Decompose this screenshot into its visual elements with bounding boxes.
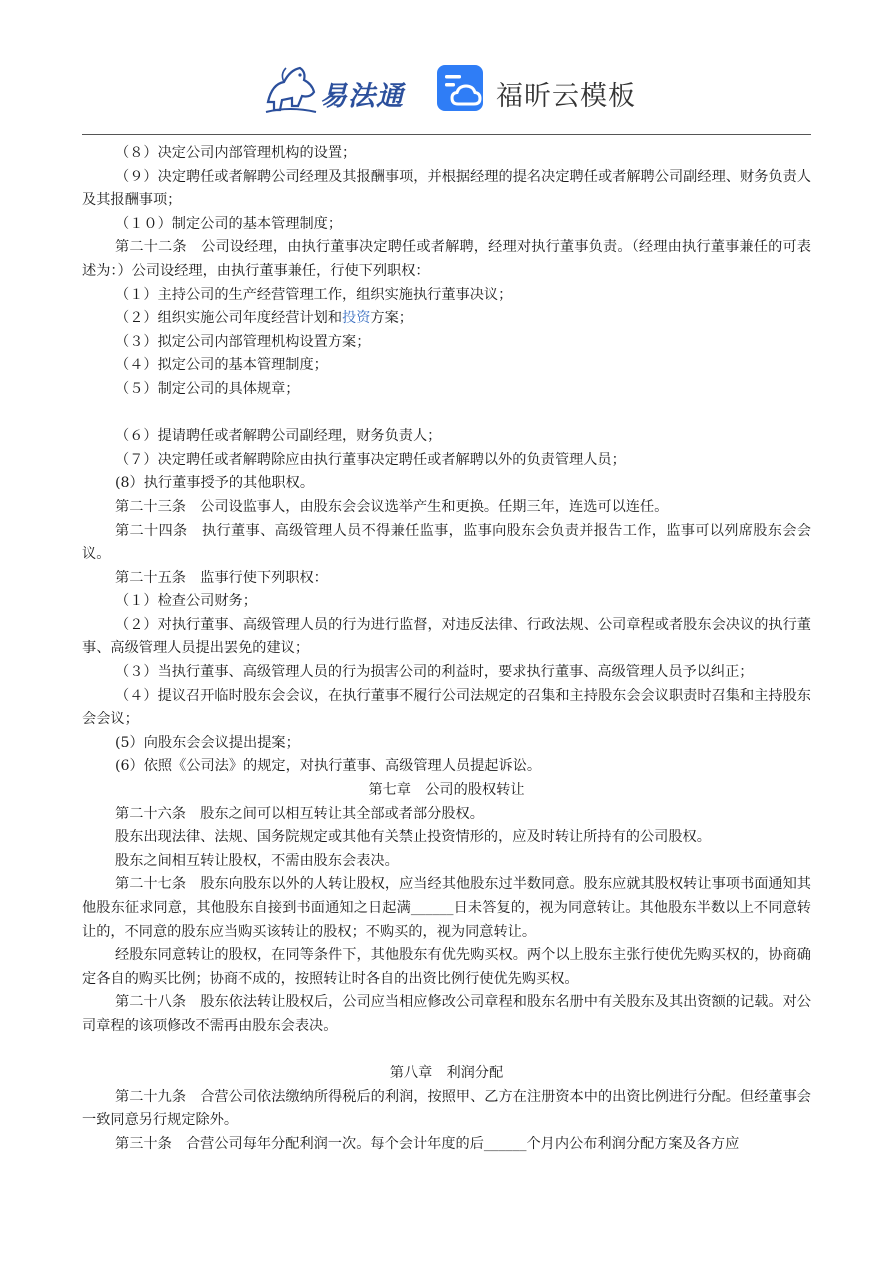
- chapter-heading: 第八章 利润分配: [389, 1065, 504, 1082]
- horse-emblem-icon: [262, 62, 320, 118]
- paragraph: (5）向股东会会议提出提案；: [115, 734, 300, 751]
- paragraph: （２）对执行董事、高级管理人员的行为进行监督，对违反法律、行政法规、公司章程或者股东会决议的执行董事、高级管理人员提出罢免的建议；: [82, 616, 811, 657]
- paragraph: 第二十九条 合营公司依法缴纳所得税后的利润，按照甲、乙方在注册资本中的出资比例进行分配。但经董事会一致同意另行规定除外。: [82, 1088, 811, 1129]
- paragraph: （１０）制定公司的基本管理制度；: [115, 215, 343, 232]
- paragraph: [82, 307, 811, 331]
- paragraph: （１）检查公司财务；: [115, 593, 257, 610]
- paragraph: 第二十五条 监事行使下列职权：: [115, 569, 328, 586]
- paragraph: （３）拟定公司内部管理机构设置方案；: [115, 333, 371, 350]
- paragraph-text: （２）组织实施公司年度经营计划和: [115, 310, 343, 327]
- paragraph: 第二十三条 公司设监事人，由股东会会议选举产生和更换。任期三年，连选可以连任。: [115, 498, 669, 515]
- paragraph: (6）依照《公司法》的规定，对执行董事、高级管理人员提起诉讼。: [115, 758, 542, 775]
- chapter-heading: 第七章 公司的股权转让: [368, 782, 525, 799]
- blank-line: [82, 1039, 811, 1063]
- paragraph: （３）当执行董事、高级管理人员的行为损害公司的利益时，要求执行董事、高级管理人员予以纠正；: [115, 664, 754, 681]
- paragraph: 第二十二条 公司设经理，由执行董事决定聘任或者解聘，经理对执行董事负责。（经理由执行董事兼任的可表述为：）公司设经理，由执行董事兼任，行使下列职权：: [82, 239, 811, 279]
- document-header: [0, 58, 893, 122]
- paragraph: 第三十条 合营公司每年分配利润一次。每个会计年度的后______个月内公布利润分配方案及各方应: [115, 1135, 740, 1152]
- paragraph: 第二十八条 股东依法转让股权后，公司应当相应修改公司章程和股东名册中有关股东及其出资额的记载。对公司章程的该项修改不需再由股东会表决。: [82, 994, 811, 1034]
- paragraph-text: 方案；: [370, 310, 413, 327]
- paragraph: 经股东同意转让的股权，在同等条件下，其他股东有优先购买权。两个以上股东主张行使优先购买权的，协商确定各自的购买比例；协商不成的，按照转让时各自的出资比例行使优先购买权。: [82, 947, 811, 987]
- paragraph: （１）主持公司的生产经营管理工作，组织实施执行董事决议；: [115, 286, 513, 303]
- paragraph: （４）拟定公司的基本管理制度；: [115, 357, 328, 374]
- paragraph: 股东出现法律、法规、国务院规定或其他有关禁止投资情形的，应及时转让所持有的公司股权。: [115, 829, 711, 846]
- paragraph: （４）提议召开临时股东会会议，在执行董事不履行公司法规定的召集和主持股东会会议职责时召集和主持股东会会议；: [82, 687, 811, 728]
- paragraph: （６）提请聘任或者解聘公司副经理，财务负责人；: [115, 428, 442, 445]
- investment-link[interactable]: 投资: [342, 310, 371, 327]
- paragraph: 第二十六条 股东之间可以相互转让其全部或者部分股权。: [115, 805, 484, 822]
- document-body: [82, 142, 811, 1157]
- paragraph: （９）决定聘任或者解聘公司经理及其报酬事项，并根据经理的提名决定聘任或者解聘公司副经理、财务负责人及其报酬事项；: [82, 168, 811, 209]
- document-cloud-icon: [436, 64, 486, 114]
- header-divider: [82, 134, 811, 135]
- paragraph: 第二十四条 执行董事、高级管理人员不得兼任监事，监事向股东会负责并报告工作，监事可以列席股东会会议。: [82, 522, 811, 563]
- paragraph: （５）制定公司的具体规章；: [115, 380, 300, 397]
- paragraph: 第二十七条 股东向股东以外的人转让股权，应当经其他股东过半数同意。股东应就其股权转让事项书面通知其他股东征求同意，其他股东自接到书面通知之日起满______日未答复的，视为同意转让。其他股东半数以上不同意转让的，不同意的股东应当购买该转让的股权；不购买的，视为同意转让。: [82, 876, 811, 940]
- brand-name-foxit: 福昕云模板: [496, 81, 636, 112]
- foxit-template-logo: [436, 62, 636, 118]
- paragraph: (8）执行董事授予的其他职权。: [115, 475, 315, 492]
- paragraph: （８）决定公司内部管理机构的设置；: [115, 145, 357, 161]
- brand-name-yifatong: 易法通: [320, 81, 404, 112]
- yifatong-logo: [262, 62, 412, 118]
- blank-line: [82, 402, 811, 426]
- paragraph: （７）决定聘任或者解聘除应由执行董事决定聘任或者解聘以外的负责管理人员；: [115, 451, 626, 468]
- paragraph: 股东之间相互转让股权，不需由股东会表决。: [115, 852, 399, 869]
